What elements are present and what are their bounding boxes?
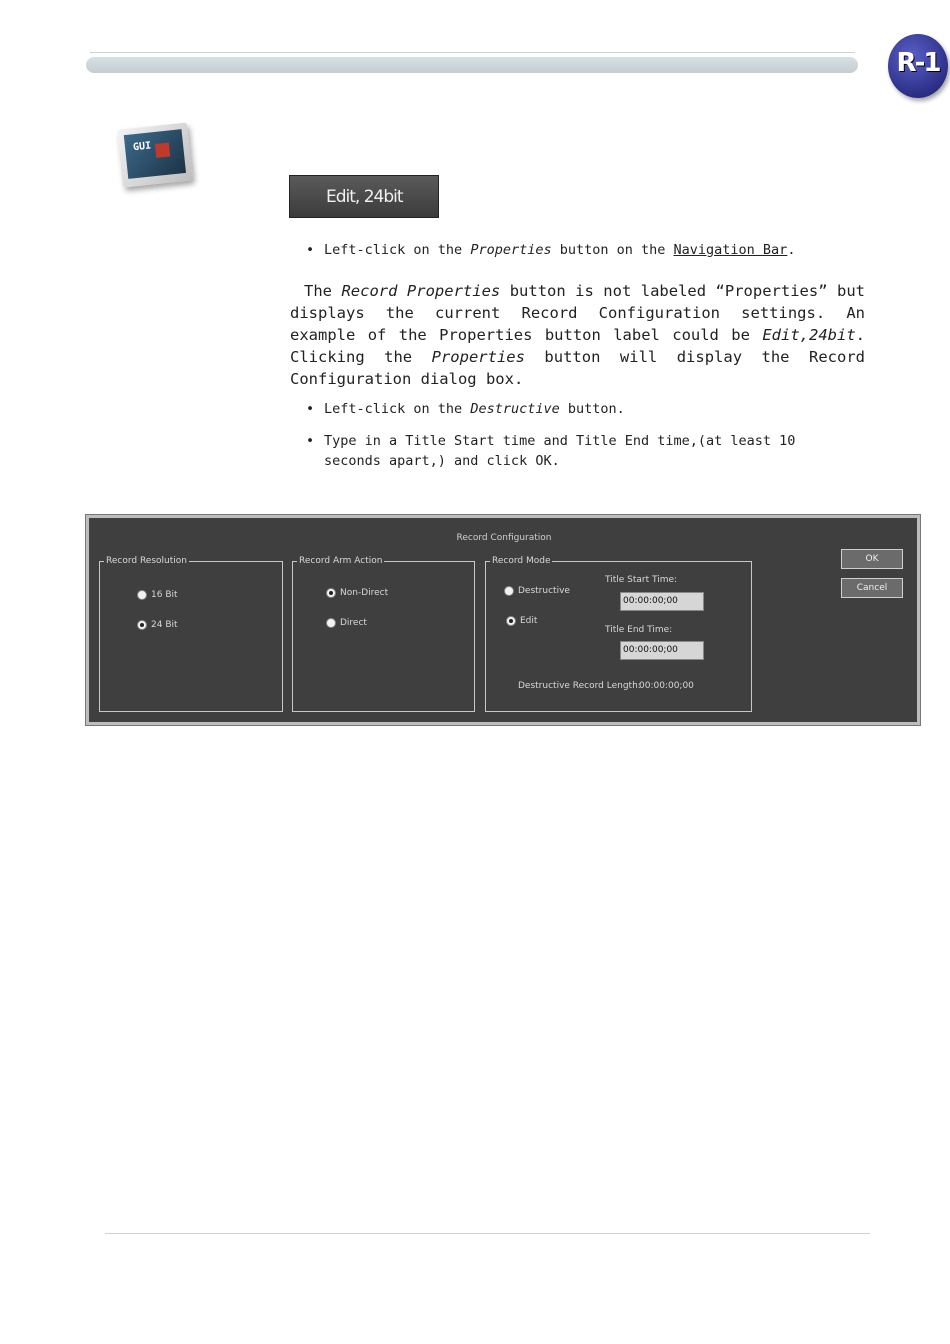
record-configuration-dialog (86, 515, 920, 725)
bullet-text: Left-click on the (324, 401, 471, 417)
radio-destructive[interactable] (504, 586, 570, 596)
record-resolution-group (99, 556, 283, 712)
bullet-emphasis: Destructive (470, 401, 560, 417)
radio-label: Non-Direct (340, 588, 389, 598)
title-end-field[interactable]: 00:00:00;00 (620, 641, 704, 660)
radio-non-direct[interactable] (326, 588, 388, 598)
radio-dot-selected (506, 616, 516, 626)
bullet-text: • Type in a Title Start time and Title End time,(at least 10 seconds apart,) and click OK. (324, 433, 796, 469)
radio-label: 24 Bit (151, 620, 178, 630)
destructive-length-label: Destructive Record Length: (518, 681, 641, 691)
bullet-text: button. (559, 401, 625, 417)
radio-dot (326, 618, 336, 628)
radio-label: 16 Bit (151, 590, 178, 600)
title-start-label: Title Start Time: (605, 575, 678, 585)
logo-text: R-1 (896, 48, 940, 78)
ok-button[interactable]: OK (841, 549, 903, 569)
body-paragraph (290, 280, 865, 390)
radio-label: Edit (520, 616, 538, 626)
navigation-bar-link[interactable]: Navigation Bar (673, 242, 788, 258)
record-mode-group (485, 556, 752, 712)
destructive-length-value: 00:00:00;00 (639, 681, 694, 691)
radio-16-bit[interactable] (137, 590, 178, 600)
para-text: button will display the Record Configuration dialog box. (290, 348, 865, 388)
record-arm-action-group (292, 556, 475, 712)
group-legend: Record Mode (492, 556, 551, 566)
para-text: . Clicking the (290, 326, 865, 366)
title-start-field[interactable]: 00:00:00;00 (620, 592, 704, 611)
radio-24-bit[interactable] (137, 620, 178, 630)
radio-dot (504, 586, 514, 596)
radio-dot-selected (326, 588, 336, 598)
bullet-destructive (306, 399, 866, 419)
group-legend: Record Arm Action (299, 556, 383, 566)
header-rule (90, 52, 855, 53)
gui-red-square (155, 142, 170, 157)
bullet-properties (306, 240, 866, 260)
bullet-emphasis: Properties (470, 242, 552, 258)
para-text: The (304, 282, 342, 300)
para-emphasis: Properties (431, 348, 525, 366)
bullet-text: button on the (551, 242, 674, 258)
para-emphasis: Record Properties (341, 282, 501, 300)
radio-label: Direct (340, 618, 367, 628)
bullet-title-times (306, 431, 851, 471)
gui-icon (117, 123, 193, 188)
para-emphasis: Edit,24bit (762, 326, 856, 344)
radio-dot-selected (137, 620, 147, 630)
para-text: button is not labeled “Properties” but displays the current Record Configuration settings. An example of the Properties button label could be (290, 282, 865, 344)
dialog-title: Record Configuration (456, 533, 552, 543)
radio-edit[interactable] (506, 616, 537, 626)
r1-logo (888, 34, 948, 98)
group-legend: Record Resolution (106, 556, 187, 566)
title-end-label: Title End Time: (605, 625, 673, 635)
gui-screen (124, 129, 186, 179)
footer-rule (105, 1233, 870, 1234)
edit-24bit-button[interactable]: Edit, 24bit (289, 175, 439, 218)
cancel-button[interactable]: Cancel (841, 578, 903, 598)
header-bar (86, 57, 858, 73)
radio-label: Destructive (518, 586, 570, 596)
bullet-text: Left-click on the (324, 242, 471, 258)
gui-icon-label: GUI (132, 140, 152, 154)
radio-dot (137, 590, 147, 600)
radio-direct[interactable] (326, 618, 367, 628)
bullet-text: . (787, 242, 796, 258)
